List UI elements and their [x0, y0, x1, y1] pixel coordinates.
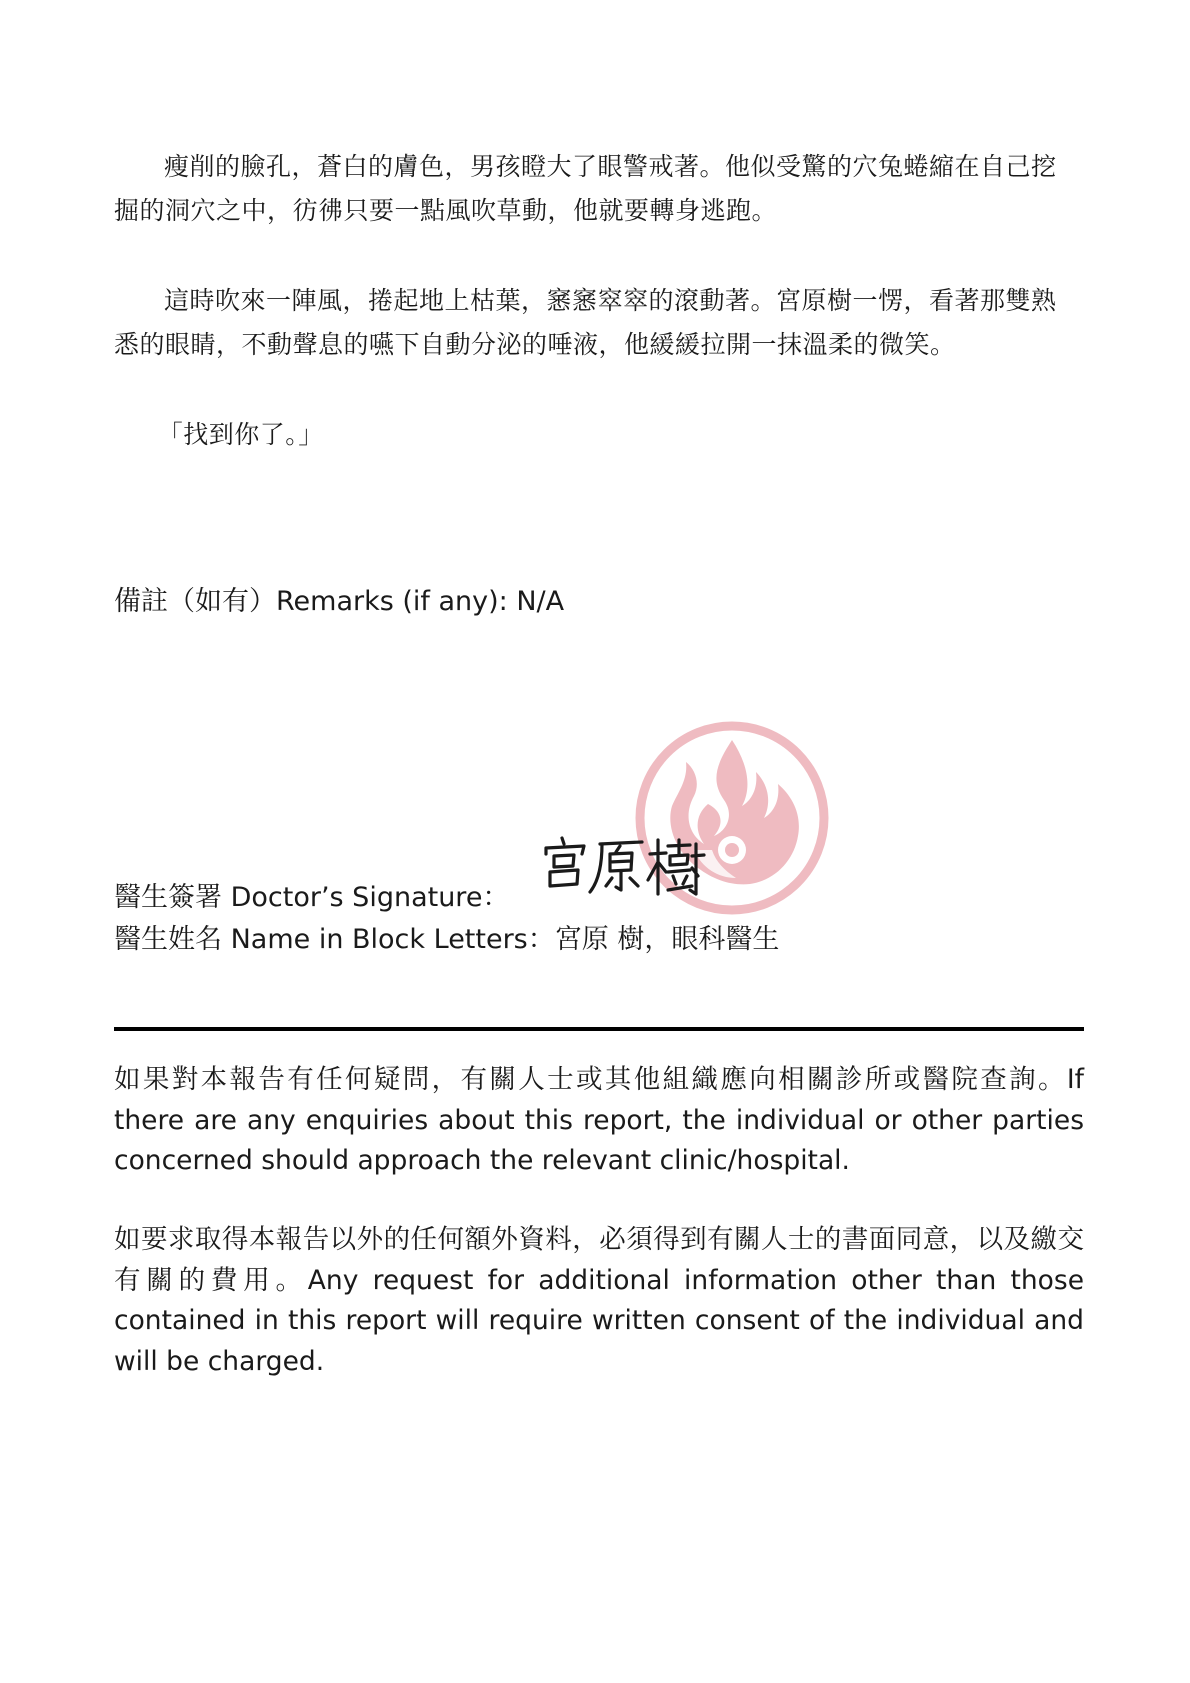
story-paragraph: 這時吹來一陣風，捲起地上枯葉，窸窸窣窣的滾動著。宮原樹一愣，看著那雙熟悉的眼睛，不動聲息的嚥下自動分泌的唾液，他緩緩拉開一抹溫柔的微笑。 — [114, 286, 1057, 359]
remarks-line: 備註（如有）Remarks (if any): N/A — [114, 586, 565, 617]
story-paragraph: 瘦削的臉孔，蒼白的膚色，男孩瞪大了眼警戒著。他似受驚的穴兔蜷縮在自己挖掘的洞穴之中，彷彿只要一點風吹草動，他就要轉身逃跑。 — [114, 152, 1057, 225]
additional-info-notice: 如要求取得本報告以外的任何額外資料，必須得到有關人士的書面同意，以及繳交有關的費用。Any request for additional information other than those contained in this report will require written consent of the individual and will be charged. — [114, 1224, 1084, 1377]
doctor-signature-label: 醫生簽署 Doctor’s Signature： — [114, 882, 510, 913]
story-section — [114, 145, 1074, 503]
enquiry-notice: 如果對本報告有任何疑問，有關人士或其他組織應向相關診所或醫院查詢。If there are any enquiries about this report, the individual or other parties concerned should approach the relevant clinic/hospital. — [114, 1064, 1084, 1176]
section-divider — [114, 1027, 1084, 1031]
handwritten-signature — [540, 832, 710, 902]
story-quote: 「找到你了。」 — [157, 420, 324, 449]
doctor-name-line: 醫生姓名 Name in Block Letters：宮原 樹，眼科醫生 — [114, 924, 780, 955]
